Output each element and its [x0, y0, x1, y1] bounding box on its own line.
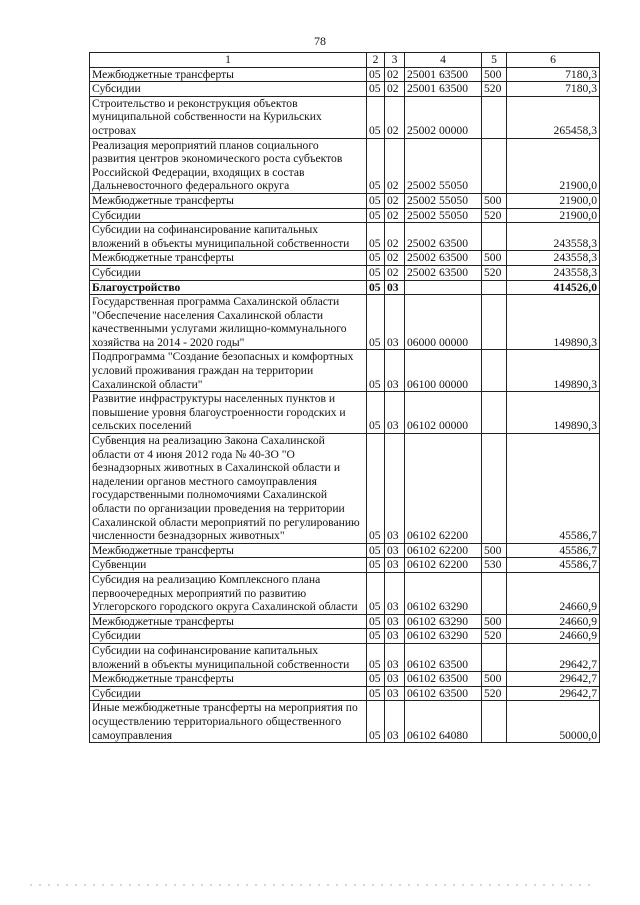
row-name-cell: Межбюджетные трансферты — [90, 614, 367, 629]
row-expense-type-cell: 520 — [482, 686, 507, 701]
row-subsection-cell: 02 — [385, 96, 405, 138]
row-target-article-cell — [405, 543, 482, 558]
row-expense-type-cell — [482, 701, 507, 743]
row-target-article-cell — [405, 265, 482, 280]
row-expense-type-cell — [482, 572, 507, 614]
target-article-code-part2: 55050 — [439, 193, 468, 207]
row-amount-cell: 29642,7 — [507, 686, 600, 701]
header-cell: 6 — [507, 53, 600, 68]
table-row — [90, 223, 600, 251]
table-row — [90, 558, 600, 573]
target-article-code-part2: 63500 — [439, 686, 468, 700]
table-row — [90, 629, 600, 644]
table-row — [90, 280, 600, 295]
row-section-cell: 05 — [367, 558, 385, 573]
row-section-cell: 05 — [367, 701, 385, 743]
row-target-article-cell — [405, 434, 482, 544]
row-target-article-cell — [405, 350, 482, 392]
row-expense-type-cell — [482, 96, 507, 138]
row-amount-cell: 21900,0 — [507, 138, 600, 193]
row-expense-type-cell: 520 — [482, 82, 507, 97]
target-article-code-part2: 63500 — [439, 67, 468, 81]
row-expense-type-cell: 500 — [482, 672, 507, 687]
table-row — [90, 543, 600, 558]
row-section-cell: 05 — [367, 208, 385, 223]
row-section-cell: 05 — [367, 82, 385, 97]
row-target-article-cell — [405, 672, 482, 687]
row-target-article-cell — [405, 614, 482, 629]
target-article-code-part1: 06102 — [407, 672, 436, 686]
row-subsection-cell: 03 — [385, 572, 405, 614]
target-article-code-part1: 25002 — [407, 179, 436, 193]
target-article-code-part2: 64080 — [439, 728, 468, 742]
row-amount-cell: 414526,0 — [507, 280, 600, 295]
table-row — [90, 295, 600, 350]
table-row — [90, 251, 600, 266]
row-name-cell: Развитие инфраструктуры населенных пунктов и повышение уровня благоустроенности городских и сельских поселений — [90, 392, 367, 434]
row-expense-type-cell — [482, 280, 507, 295]
row-subsection-cell: 03 — [385, 672, 405, 687]
row-section-cell: 05 — [367, 686, 385, 701]
row-name-cell: Межбюджетные трансферты — [90, 543, 367, 558]
target-article-code-part1: 25001 — [407, 82, 436, 96]
row-amount-cell: 243558,3 — [507, 265, 600, 280]
row-amount-cell: 29642,7 — [507, 672, 600, 687]
row-name-cell: Субсидии — [90, 208, 367, 223]
row-name-cell: Межбюджетные трансферты — [90, 67, 367, 82]
row-subsection-cell: 03 — [385, 434, 405, 544]
target-article-code-part1: 06102 — [407, 543, 436, 557]
row-amount-cell: 50000,0 — [507, 701, 600, 743]
row-subsection-cell: 02 — [385, 193, 405, 208]
row-section-cell: 05 — [367, 295, 385, 350]
row-expense-type-cell: 500 — [482, 67, 507, 82]
row-name-cell: Субвенции — [90, 558, 367, 573]
row-section-cell: 05 — [367, 350, 385, 392]
row-subsection-cell: 03 — [385, 614, 405, 629]
row-amount-cell: 265458,3 — [507, 96, 600, 138]
row-expense-type-cell: 520 — [482, 629, 507, 644]
row-expense-type-cell — [482, 643, 507, 671]
row-expense-type-cell — [482, 350, 507, 392]
target-article-code-part2: 62200 — [439, 558, 468, 572]
budget-table-body — [90, 53, 600, 743]
table-row — [90, 138, 600, 193]
row-amount-cell: 21900,0 — [507, 193, 600, 208]
row-amount-cell: 7180,3 — [507, 67, 600, 82]
row-section-cell: 05 — [367, 543, 385, 558]
row-target-article-cell — [405, 96, 482, 138]
page-number: 78 — [314, 34, 326, 48]
row-target-article-cell — [405, 251, 482, 266]
row-target-article-cell — [405, 686, 482, 701]
row-name-cell: Субсидии — [90, 629, 367, 644]
row-amount-cell: 149890,3 — [507, 350, 600, 392]
target-article-code-part2: 55050 — [439, 208, 468, 222]
target-article-code-part2: 63500 — [439, 657, 468, 671]
target-article-code-part1: 06102 — [407, 558, 436, 572]
row-target-article-cell — [405, 392, 482, 434]
row-target-article-cell — [405, 280, 482, 295]
row-amount-cell: 21900,0 — [507, 208, 600, 223]
target-article-code-part2: 63290 — [439, 614, 468, 628]
target-article-code-part1: 25002 — [407, 265, 436, 279]
row-section-cell: 05 — [367, 629, 385, 644]
row-amount-cell: 7180,3 — [507, 82, 600, 97]
target-article-code-part1: 06102 — [407, 657, 436, 671]
row-target-article-cell — [405, 67, 482, 82]
target-article-code-part1: 25002 — [407, 236, 436, 250]
row-target-article-cell — [405, 193, 482, 208]
target-article-code-part2: 63500 — [439, 251, 468, 265]
row-expense-type-cell — [482, 138, 507, 193]
row-name-cell: Благоустройство — [90, 280, 367, 295]
row-expense-type-cell: 500 — [482, 614, 507, 629]
target-article-code-part1: 25002 — [407, 123, 436, 137]
header-cell: 4 — [405, 53, 482, 68]
row-subsection-cell: 02 — [385, 208, 405, 223]
row-target-article-cell — [405, 629, 482, 644]
table-row — [90, 643, 600, 671]
table-row — [90, 672, 600, 687]
target-article-code-part2: 63500 — [439, 265, 468, 279]
target-article-code-part1: 06102 — [407, 529, 436, 543]
row-section-cell: 05 — [367, 265, 385, 280]
row-subsection-cell: 03 — [385, 295, 405, 350]
row-expense-type-cell — [482, 223, 507, 251]
row-subsection-cell: 03 — [385, 686, 405, 701]
row-amount-cell: 45586,7 — [507, 543, 600, 558]
row-expense-type-cell: 530 — [482, 558, 507, 573]
target-article-code-part2: 00000 — [439, 419, 468, 433]
row-section-cell: 05 — [367, 138, 385, 193]
table-row — [90, 434, 600, 544]
row-expense-type-cell — [482, 295, 507, 350]
table-row — [90, 701, 600, 743]
target-article-code-part2: 00000 — [439, 377, 468, 391]
row-amount-cell: 24660,9 — [507, 629, 600, 644]
target-article-code-part2: 63290 — [439, 600, 468, 614]
row-amount-cell: 45586,7 — [507, 434, 600, 544]
row-section-cell: 05 — [367, 280, 385, 295]
table-row — [90, 67, 600, 82]
row-subsection-cell: 03 — [385, 350, 405, 392]
row-subsection-cell: 03 — [385, 280, 405, 295]
target-article-code-part2: 63500 — [439, 82, 468, 96]
row-expense-type-cell: 500 — [482, 193, 507, 208]
row-subsection-cell: 03 — [385, 392, 405, 434]
row-name-cell: Субсидии на софинансирование капитальных вложений в объекты муниципальной собственности — [90, 643, 367, 671]
row-target-article-cell — [405, 82, 482, 97]
row-subsection-cell: 03 — [385, 558, 405, 573]
row-expense-type-cell: 520 — [482, 208, 507, 223]
row-name-cell: Субсидии на софинансирование капитальных вложений в объекты муниципальной собственности — [90, 223, 367, 251]
target-article-code-part1: 06102 — [407, 728, 436, 742]
row-subsection-cell: 02 — [385, 82, 405, 97]
row-section-cell: 05 — [367, 643, 385, 671]
table-row — [90, 614, 600, 629]
row-name-cell: Межбюджетные трансферты — [90, 193, 367, 208]
row-target-article-cell — [405, 643, 482, 671]
row-section-cell: 05 — [367, 193, 385, 208]
table-row — [90, 208, 600, 223]
row-expense-type-cell — [482, 434, 507, 544]
row-section-cell: 05 — [367, 434, 385, 544]
row-expense-type-cell: 500 — [482, 543, 507, 558]
row-section-cell: 05 — [367, 96, 385, 138]
target-article-code-part2: 00000 — [439, 335, 468, 349]
table-row — [90, 82, 600, 97]
row-target-article-cell — [405, 208, 482, 223]
scan-noise-decoration — [30, 884, 590, 886]
row-section-cell: 05 — [367, 223, 385, 251]
row-section-cell: 05 — [367, 67, 385, 82]
target-article-code-part1: 06102 — [407, 600, 436, 614]
row-expense-type-cell: 520 — [482, 265, 507, 280]
row-target-article-cell — [405, 223, 482, 251]
row-target-article-cell — [405, 295, 482, 350]
target-article-code-part1: 06000 — [407, 335, 436, 349]
row-subsection-cell: 03 — [385, 629, 405, 644]
row-expense-type-cell — [482, 392, 507, 434]
row-amount-cell: 149890,3 — [507, 295, 600, 350]
row-name-cell: Субсидии — [90, 265, 367, 280]
target-article-code-part2: 63290 — [439, 629, 468, 643]
table-row — [90, 392, 600, 434]
row-name-cell: Субсидии — [90, 82, 367, 97]
table-row — [90, 686, 600, 701]
table-header-row — [90, 53, 600, 68]
header-cell: 2 — [367, 53, 385, 68]
row-section-cell: 05 — [367, 251, 385, 266]
row-subsection-cell: 02 — [385, 223, 405, 251]
budget-table — [89, 52, 600, 743]
target-article-code-part1: 06102 — [407, 614, 436, 628]
row-amount-cell: 29642,7 — [507, 643, 600, 671]
row-name-cell: Иные межбюджетные трансферты на мероприятия по осуществлению территориального общественного самоуправления — [90, 701, 367, 743]
target-article-code-part2: 62200 — [439, 543, 468, 557]
row-name-cell: Субвенция на реализацию Закона Сахалинской области от 4 июня 2012 года № 40-ЗО "О безнадзорных животных в Сахалинской области и наделении органов местного самоуправления государственными полномочиями Сахалинской области по организации проведения на территории Сахалинской области мероприятий по регулированию численности безнадзорных животных" — [90, 434, 367, 544]
row-target-article-cell — [405, 701, 482, 743]
row-subsection-cell: 03 — [385, 643, 405, 671]
target-article-code-part2: 63500 — [439, 672, 468, 686]
row-target-article-cell — [405, 572, 482, 614]
table-row — [90, 193, 600, 208]
table-row — [90, 96, 600, 138]
target-article-code-part1: 06100 — [407, 377, 436, 391]
row-amount-cell: 24660,9 — [507, 572, 600, 614]
row-target-article-cell — [405, 558, 482, 573]
target-article-code-part2: 63500 — [439, 236, 468, 250]
row-name-cell: Межбюджетные трансферты — [90, 672, 367, 687]
row-name-cell: Субсидия на реализацию Комплексного плана первоочередных мероприятий по развитию Углегорского городского округа Сахалинской области — [90, 572, 367, 614]
row-subsection-cell: 03 — [385, 543, 405, 558]
target-article-code-part2: 55050 — [439, 179, 468, 193]
target-article-code-part1: 25001 — [407, 67, 436, 81]
target-article-code-part1: 06102 — [407, 629, 436, 643]
table-row — [90, 350, 600, 392]
row-subsection-cell: 02 — [385, 138, 405, 193]
row-amount-cell: 24660,9 — [507, 614, 600, 629]
target-article-code-part1: 06102 — [407, 419, 436, 433]
row-subsection-cell: 02 — [385, 251, 405, 266]
target-article-code-part1: 06102 — [407, 686, 436, 700]
row-amount-cell: 243558,3 — [507, 223, 600, 251]
target-article-code-part1: 25002 — [407, 208, 436, 222]
row-name-cell: Субсидии — [90, 686, 367, 701]
row-subsection-cell: 02 — [385, 67, 405, 82]
target-article-code-part1: 25002 — [407, 251, 436, 265]
row-section-cell: 05 — [367, 614, 385, 629]
row-amount-cell: 149890,3 — [507, 392, 600, 434]
header-cell: 3 — [385, 53, 405, 68]
table-row — [90, 265, 600, 280]
row-section-cell: 05 — [367, 392, 385, 434]
row-section-cell: 05 — [367, 572, 385, 614]
row-name-cell: Реализация мероприятий планов социального развития центров экономического роста субъектов Российской Федерации, входящих в состав Дальневосточного федерального округа — [90, 138, 367, 193]
target-article-code-part1: 25002 — [407, 193, 436, 207]
row-name-cell: Подпрограмма "Создание безопасных и комфортных условий проживания граждан на территории Сахалинской области" — [90, 350, 367, 392]
table-row — [90, 572, 600, 614]
row-name-cell: Строительство и реконструкция объектов муниципальной собственности на Курильских островах — [90, 96, 367, 138]
header-cell: 5 — [482, 53, 507, 68]
row-section-cell: 05 — [367, 672, 385, 687]
target-article-code-part2: 00000 — [439, 123, 468, 137]
target-article-code-part2: 62200 — [439, 529, 468, 543]
row-target-article-cell — [405, 138, 482, 193]
row-name-cell: Государственная программа Сахалинской области "Обеспечение населения Сахалинской области качественными услугами жилищно-коммунального хозяйства на 2014 - 2020 годы" — [90, 295, 367, 350]
row-expense-type-cell: 500 — [482, 251, 507, 266]
row-amount-cell: 243558,3 — [507, 251, 600, 266]
row-name-cell: Межбюджетные трансферты — [90, 251, 367, 266]
header-cell: 1 — [90, 53, 367, 68]
row-subsection-cell: 02 — [385, 265, 405, 280]
row-amount-cell: 45586,7 — [507, 558, 600, 573]
row-subsection-cell: 03 — [385, 701, 405, 743]
